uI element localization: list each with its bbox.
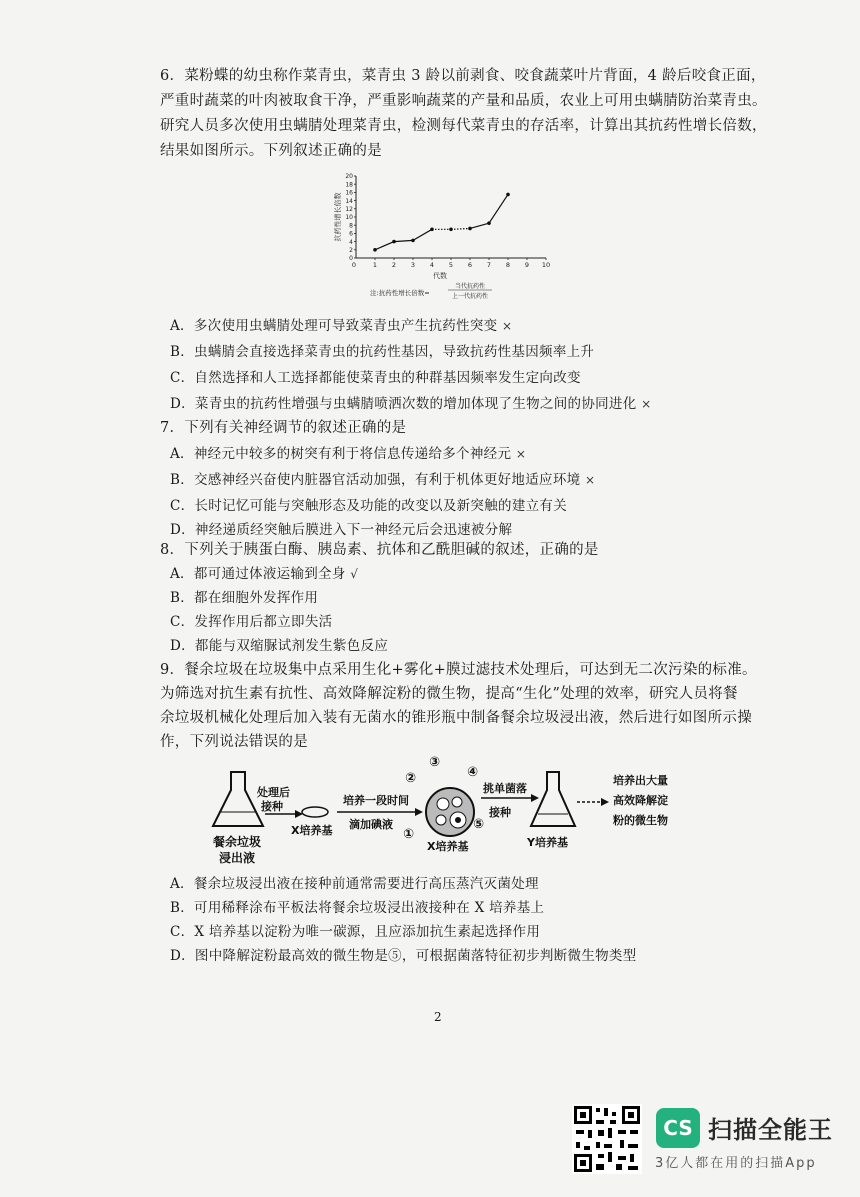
q6-option-a-text: A．多次使用虫螨腈处理可导致菜青虫产生抗药性突变 bbox=[170, 318, 498, 334]
chart-x-tick-label: 5 bbox=[448, 261, 454, 269]
chart-series-segment bbox=[451, 228, 470, 229]
chart-series-segment bbox=[470, 223, 489, 228]
chart-data-point bbox=[430, 228, 434, 232]
chart-note-denominator: 上一代抗药性 bbox=[451, 293, 489, 300]
chart-x-tick-label: 1 bbox=[372, 261, 378, 269]
q6-option-d-text: D．菜青虫的抗药性增强与虫螨腈喷洒次数的增加体现了生物之间的协同进化 bbox=[170, 396, 637, 412]
step2-label-a: 培养一段时间 bbox=[343, 794, 409, 807]
chart-data-point bbox=[373, 248, 377, 252]
dish-num-1: ① bbox=[403, 827, 415, 842]
petri-dish-icon bbox=[426, 788, 474, 836]
flask-2-label: Y培养基 bbox=[527, 836, 568, 849]
q7-option-d-text: D．神经递质经突触后膜进入下一神经元后会迅速被分解 bbox=[170, 522, 513, 538]
chart-x-tick-label: 3 bbox=[410, 261, 416, 269]
q9-option-b-text: B．可用稀释涂布平板法将餐余垃圾浸出液接种在 X 培养基上 bbox=[170, 900, 545, 916]
page-number: 2 bbox=[434, 1010, 442, 1024]
step1-label-b: 接种 bbox=[261, 800, 283, 813]
chart-x-tick-label: 4 bbox=[429, 261, 435, 269]
chart-ylabel: 抗药性增长倍数 bbox=[334, 192, 342, 242]
chart-data-point bbox=[506, 193, 510, 197]
brand-tagline: 3亿人都在用的扫描App bbox=[655, 1156, 817, 1171]
q8-option-a[interactable] bbox=[170, 564, 358, 584]
q8-option-a-mark: √ bbox=[350, 567, 359, 581]
chart-y-tick-label: 10 bbox=[345, 214, 353, 222]
q8-option-d[interactable] bbox=[170, 636, 388, 656]
step2-label-b: 滴加碘液 bbox=[349, 818, 393, 831]
dish-num-5: ⑤ bbox=[473, 817, 485, 832]
camscanner-logo: CS bbox=[656, 1108, 700, 1148]
q7-option-a-text: A．神经元中较多的树突有利于将信息传递给多个神经元 bbox=[170, 446, 512, 462]
q6-option-b-text: B．虫螨腈会直接选择菜青虫的抗药性基因，导致抗药性基因频率上升 bbox=[170, 344, 595, 360]
arrow-3-icon bbox=[531, 794, 539, 802]
chart-y-tick-label: 2 bbox=[349, 247, 353, 254]
chart-y-tick-label: 0 bbox=[349, 255, 353, 263]
chart-x-tick-label: 2 bbox=[391, 261, 397, 269]
flask-2-icon bbox=[531, 772, 575, 826]
q9-option-a-text: A．餐余垃圾浸出液在接种前通常需要进行高压蒸汽灭菌处理 bbox=[170, 876, 539, 892]
result-label-b: 高效降解淀 bbox=[613, 794, 668, 807]
q8-stem: 8．下列关于胰蛋白酶、胰岛素、抗体和乙酰胆碱的叙述，正确的是 bbox=[160, 542, 599, 558]
chart-series bbox=[373, 193, 510, 252]
q6-option-a[interactable] bbox=[170, 316, 512, 336]
q6-option-a-mark: × bbox=[502, 319, 513, 333]
step1-label-a: 处理后 bbox=[257, 786, 290, 799]
dish-num-3: ③ bbox=[429, 755, 441, 770]
q6-line-2: 严重时蔬菜的叶肉被取食干净，严重影响蔬菜的产量和品质，农业上可用虫螨腈防治菜青虫。 bbox=[160, 93, 767, 109]
q7-stem: 7．下列有关神经调节的叙述正确的是 bbox=[160, 420, 407, 436]
arrow-2-icon bbox=[415, 808, 423, 816]
q6-option-c[interactable] bbox=[170, 368, 581, 388]
q7-option-d[interactable] bbox=[170, 520, 512, 540]
chart-series-segment bbox=[375, 242, 394, 250]
arrow-4-icon bbox=[601, 798, 609, 806]
result-label-a: 培养出大量 bbox=[613, 774, 668, 787]
q8-option-c-text: C．发挥作用后都立即失活 bbox=[170, 614, 333, 630]
chart-series-segment bbox=[394, 240, 413, 241]
chart-note-numerator: 当代抗药性 bbox=[454, 283, 486, 290]
q9-option-c[interactable] bbox=[170, 922, 540, 942]
chart-y-tick-label: 16 bbox=[345, 189, 353, 197]
q6-line-1: 6．菜粉蝶的幼虫称作菜青虫，菜青虫 3 龄以前剥食、咬食蔬菜叶片背面，4 龄后咬食正面， bbox=[160, 68, 766, 84]
q6-line-4: 结果如图所示。下列叙述正确的是 bbox=[160, 143, 382, 159]
q6-option-b[interactable] bbox=[170, 342, 594, 362]
step3-label-a: 挑单菌落 bbox=[483, 782, 527, 795]
q8-option-d-text: D．都能与双缩脲试剂发生紫色反应 bbox=[170, 638, 389, 654]
chart-y-tick-label: 14 bbox=[345, 197, 353, 205]
q8-option-a-text: A．都可通过体液运输到全身 bbox=[170, 566, 346, 582]
chart-y-ticks bbox=[345, 173, 356, 262]
chart-data-point bbox=[449, 228, 453, 232]
chart-x-tick-label: 9 bbox=[524, 261, 530, 269]
q6-option-d-mark: × bbox=[641, 397, 652, 411]
q9-line-1: 9．餐余垃圾在垃圾集中点采用生化+雾化+膜过滤技术处理后，可达到无二次污染的标准。 bbox=[160, 662, 757, 678]
culture-flow-diagram bbox=[205, 754, 675, 866]
resistance-line-chart bbox=[330, 168, 560, 302]
q9-line-4: 作，下列说法错误的是 bbox=[160, 734, 308, 750]
q9-option-d[interactable] bbox=[170, 946, 637, 966]
chart-series-segment bbox=[413, 229, 432, 240]
chart-x-tick-label: 0 bbox=[351, 261, 357, 269]
q8-option-c[interactable] bbox=[170, 612, 332, 632]
qr-code-icon bbox=[572, 1104, 642, 1174]
chart-data-point bbox=[468, 227, 472, 231]
dish-num-2: ② bbox=[405, 771, 417, 786]
chart-y-tick-label: 18 bbox=[345, 181, 353, 189]
q6-option-d[interactable] bbox=[170, 394, 651, 414]
q7-option-b-text: B．交感神经兴奋使内脏器官活动加强，有利于机体更好地适应环境 bbox=[170, 472, 581, 488]
q6-line-3: 研究人员多次使用虫螨腈处理菜青虫，检测每代菜青虫的存活率，计算出其抗药性增长倍数， bbox=[160, 118, 767, 134]
q9-option-a[interactable] bbox=[170, 874, 539, 894]
chart-note-prefix: 注:抗药性增长倍数= bbox=[370, 289, 430, 297]
q7-option-b[interactable] bbox=[170, 470, 595, 490]
q9-line-2: 为筛选对抗生素有抗性、高效降解淀粉的微生物，提高“生化”处理的效率，研究人员将餐 bbox=[160, 686, 738, 702]
chart-y-tick-label: 4 bbox=[349, 238, 353, 246]
q8-option-b[interactable] bbox=[170, 588, 318, 608]
plate-x-label: X培养基 bbox=[291, 824, 333, 837]
q9-option-d-text: D．图中降解淀粉最高效的微生物是⑤，可根据菌落特征初步判断微生物类型 bbox=[170, 948, 637, 964]
chart-series-segment bbox=[489, 194, 508, 223]
plate-x-icon bbox=[302, 807, 328, 817]
q8-option-b-text: B．都在细胞外发挥作用 bbox=[170, 590, 319, 606]
chart-data-point bbox=[411, 239, 415, 243]
chart-x-tick-label: 7 bbox=[486, 261, 492, 269]
dish-num-4: ④ bbox=[467, 765, 479, 780]
q6-option-c-text: C．自然选择和人工选择都能使菜青虫的种群基因频率发生定向改变 bbox=[170, 370, 581, 386]
q9-option-c-text: C．X 培养基以淀粉为唯一碳源，且应添加抗生素起选择作用 bbox=[170, 924, 541, 940]
q9-option-b[interactable] bbox=[170, 898, 544, 918]
q7-option-a-mark: × bbox=[515, 447, 527, 461]
flask-1-label-a: 餐余垃圾 bbox=[213, 835, 262, 849]
chart-xlabel: 代数 bbox=[433, 272, 447, 280]
chart-x-tick-label: 10 bbox=[541, 261, 551, 269]
q7-option-c-text: C．长时记忆可能与突触形态及功能的改变以及新突触的建立有关 bbox=[170, 498, 568, 514]
flask-1-label-b: 浸出液 bbox=[219, 851, 256, 865]
chart-data-point bbox=[487, 221, 491, 225]
chart-y-tick-label: 6 bbox=[349, 230, 353, 238]
result-label-c: 粉的微生物 bbox=[613, 814, 668, 827]
dish-label: X培养基 bbox=[427, 840, 469, 853]
flask-1-icon bbox=[213, 772, 263, 826]
chart-x-ticks bbox=[352, 258, 550, 269]
chart-y-tick-label: 20 bbox=[345, 173, 353, 181]
chart-data-point bbox=[392, 240, 396, 244]
step3-label-b: 接种 bbox=[489, 806, 511, 819]
q7-option-a[interactable] bbox=[170, 444, 526, 464]
q9-line-3: 余垃圾机械化处理后加入装有无菌水的锥形瓶中制备餐余垃圾浸出液，然后进行如图所示操 bbox=[160, 710, 752, 726]
chart-x-tick-label: 8 bbox=[505, 261, 511, 269]
q7-option-b-mark: × bbox=[585, 473, 596, 487]
chart-y-tick-label: 12 bbox=[345, 206, 353, 213]
brand-name: 扫描全能王 bbox=[708, 1116, 833, 1144]
chart-x-tick-label: 6 bbox=[467, 261, 473, 269]
q7-option-c[interactable] bbox=[170, 496, 567, 516]
chart-y-tick-label: 8 bbox=[349, 222, 353, 230]
